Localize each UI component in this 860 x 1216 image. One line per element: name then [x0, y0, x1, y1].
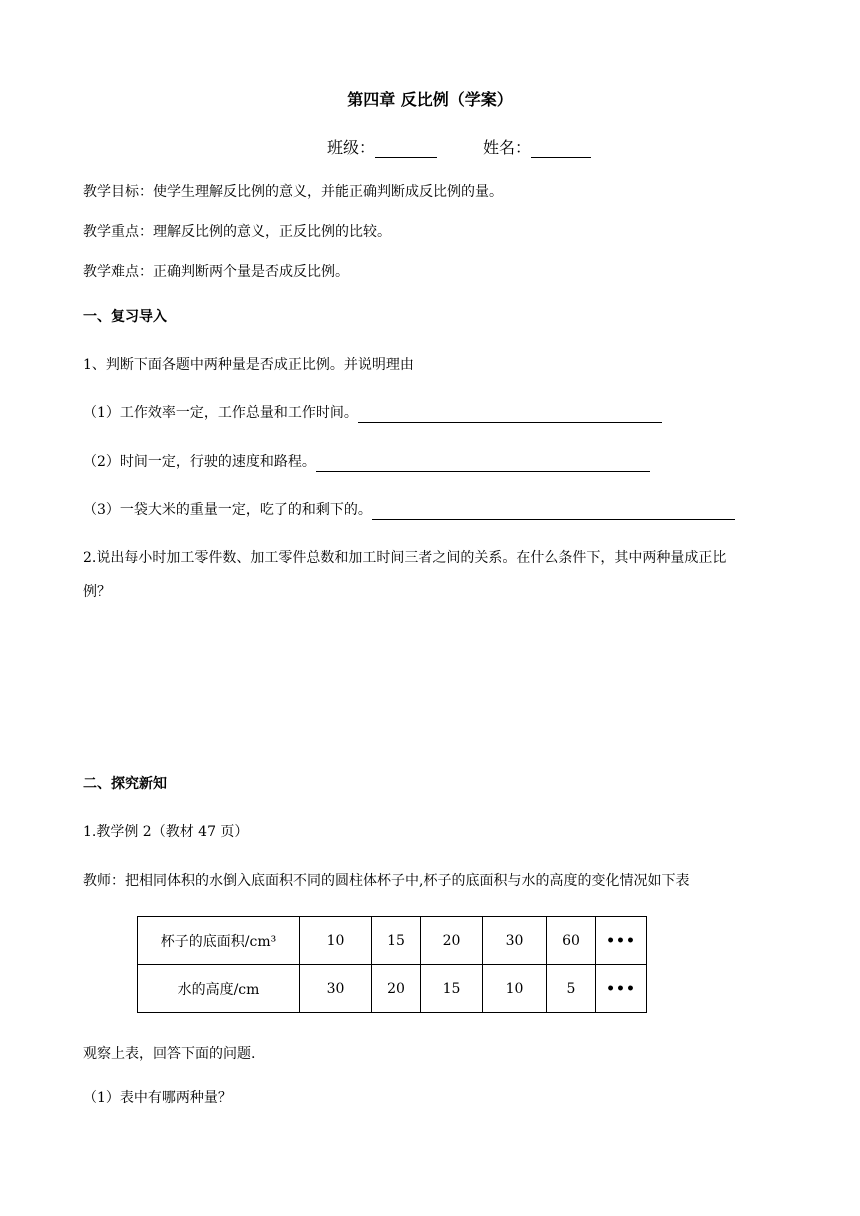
- table-cell-ellipsis: •••: [596, 917, 647, 965]
- answer-blank-field[interactable]: [358, 406, 662, 423]
- table-cell: 60: [547, 917, 596, 965]
- table-cell: 15: [421, 965, 483, 1013]
- table-cell: 30: [483, 917, 547, 965]
- class-label: 班级：: [327, 138, 376, 157]
- student-info-row: [327, 138, 437, 158]
- table-cell: 5: [547, 965, 596, 1013]
- section-heading-review: 一、复习导入: [83, 309, 167, 325]
- table-cell: 20: [372, 965, 421, 1013]
- table-cell: 15: [372, 917, 421, 965]
- question-1: 1、判断下面各题中两种量是否成正比例。并说明理由: [83, 357, 414, 373]
- teaching-goal: 教学目标：使学生理解反比例的意义，并能正确判断成反比例的量。: [83, 184, 503, 200]
- observe-instruction: 观察上表，回答下面的问题.: [83, 1046, 256, 1062]
- answer-blank-field[interactable]: [316, 455, 650, 472]
- question-item: （1）表中有哪两种量？: [83, 1090, 232, 1106]
- section-heading-explore: 二、探究新知: [83, 776, 167, 792]
- answer-blank-field[interactable]: [372, 503, 735, 520]
- teaching-difficulty: 教学难点：正确判断两个量是否成反比例。: [83, 264, 349, 280]
- row-label: 水的高度/cm: [138, 965, 300, 1013]
- name-label: 姓名：: [483, 138, 532, 157]
- question-1-item: （3）一袋大米的重量一定，吃了的和剩下的。: [83, 500, 735, 520]
- question-2-line: 例？: [83, 584, 111, 600]
- table-cell-ellipsis: •••: [596, 965, 647, 1013]
- data-table: [137, 916, 647, 1013]
- table-row: [138, 965, 647, 1013]
- table-cell: 10: [300, 917, 372, 965]
- table-cell: 20: [421, 917, 483, 965]
- example-intro: 教师：把相同体积的水倒入底面积不同的圆柱体杯子中,杯子的底面积与水的高度的变化情况如下表: [83, 873, 690, 889]
- student-name-row: [483, 138, 591, 158]
- question-1-item: （1）工作效率一定，工作总量和工作时间。: [83, 403, 662, 423]
- question-1-item: （2）时间一定，行驶的速度和路程。: [83, 452, 650, 472]
- table-cell: 30: [300, 965, 372, 1013]
- page-title: 第四章 反比例（学案）: [347, 90, 513, 109]
- class-blank-field[interactable]: [375, 141, 437, 158]
- teaching-key-point: 教学重点：理解反比例的意义，正反比例的比较。: [83, 224, 391, 240]
- table-row: [138, 917, 647, 965]
- name-blank-field[interactable]: [531, 141, 591, 158]
- table-cell: 10: [483, 965, 547, 1013]
- question-2-line: 2.说出每小时加工零件数、加工零件总数和加工时间三者之间的关系。在什么条件下，其中两种量成正比: [83, 550, 727, 566]
- example-title: 1.教学例 2（教材 47 页）: [83, 824, 249, 840]
- row-label: 杯子的底面积/cm³: [138, 917, 300, 965]
